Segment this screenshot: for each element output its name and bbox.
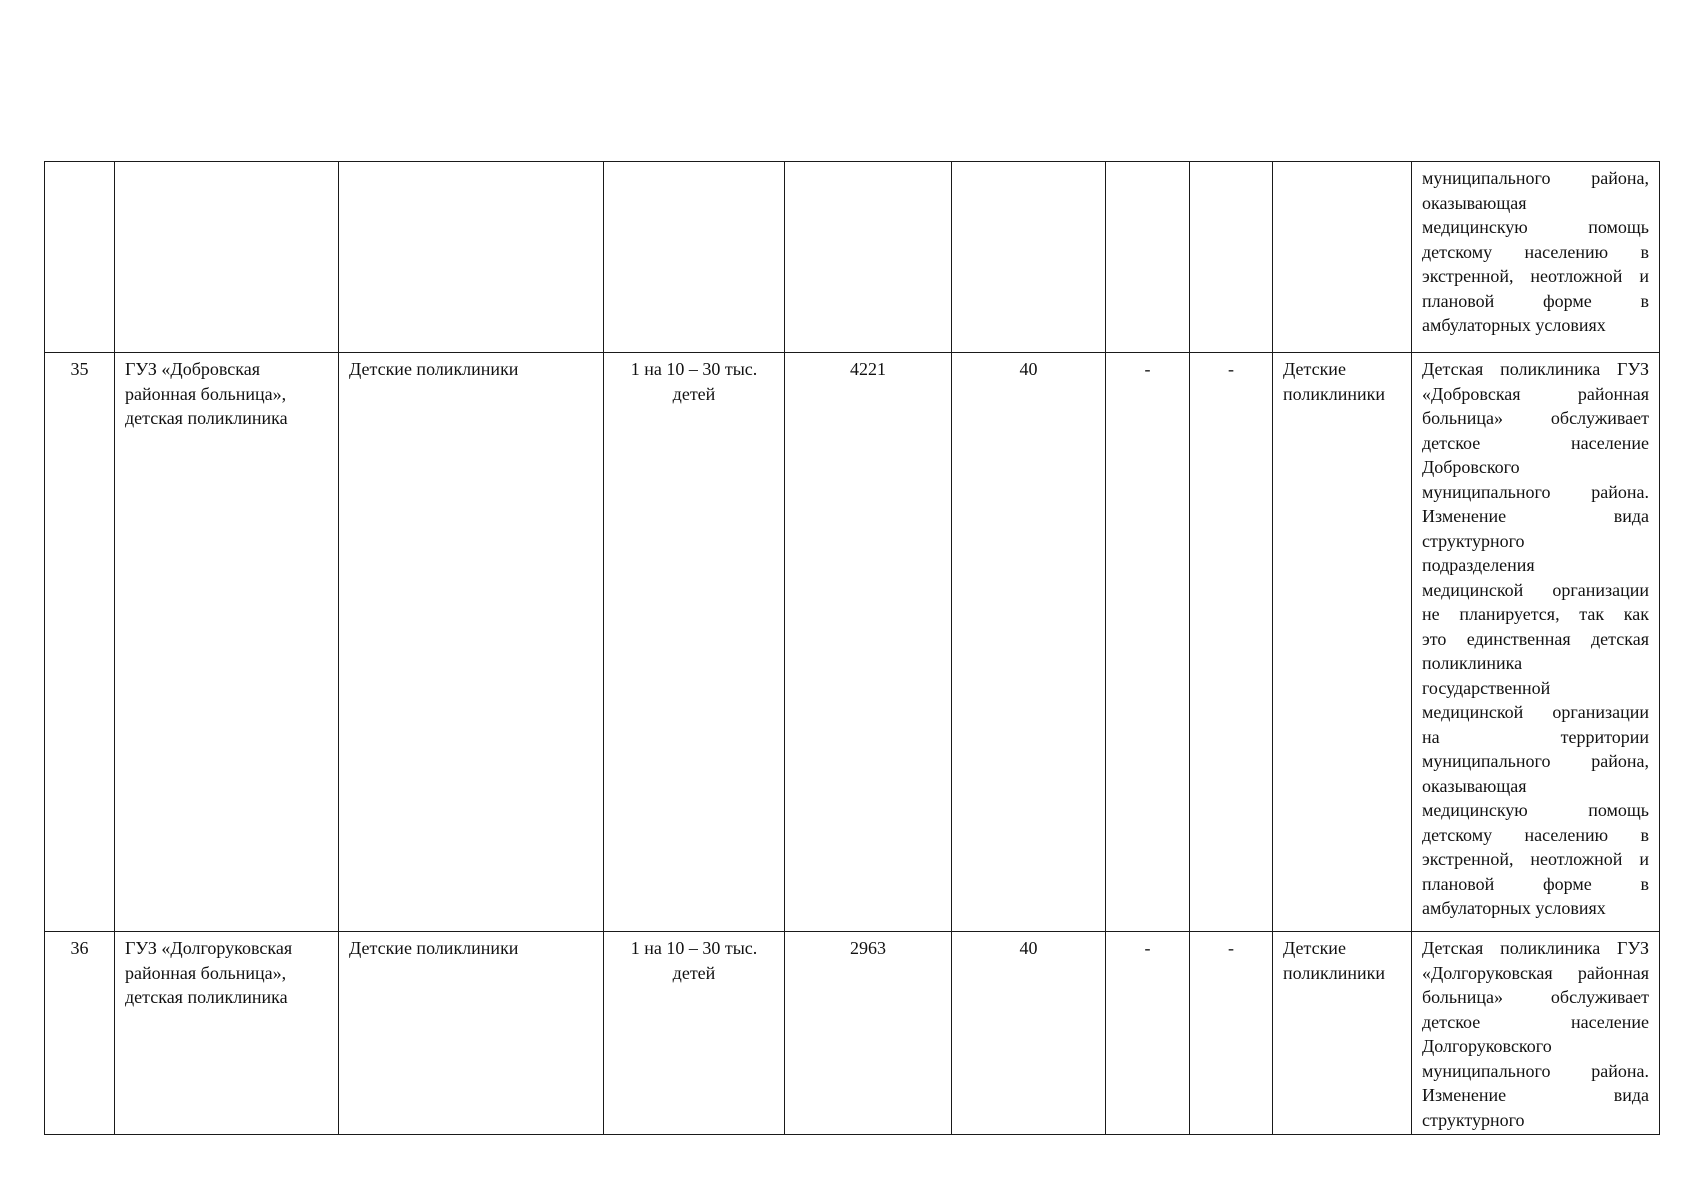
comment-line: муниципального района,	[1422, 168, 1649, 188]
comment-line: амбулаторных условиях	[1422, 315, 1606, 335]
comment-line: «Добровская районная	[1422, 383, 1649, 404]
cell-capacity: 40	[952, 932, 1106, 1135]
comment-line: это единственная детская	[1422, 628, 1649, 649]
comment-line: Долгоруковского	[1422, 1036, 1552, 1056]
comment-line: государственной	[1422, 677, 1551, 698]
cell-unit-type: Детские поликлиники	[339, 932, 604, 1135]
comment-line: Изменение вида	[1422, 506, 1649, 526]
comment-line: муниципального района,	[1422, 751, 1649, 771]
comment-line: больница» обслуживает	[1422, 408, 1649, 428]
cell-number: 36	[45, 932, 115, 1135]
table-row	[45, 932, 1660, 1135]
cell-unit-type: Детские поликлиники	[339, 353, 604, 932]
comment-line: медицинской организации	[1422, 579, 1649, 600]
cell-capacity: 40	[952, 353, 1106, 932]
comment-line: подразделения	[1422, 555, 1535, 575]
cell-norm	[604, 162, 785, 353]
cell-number: 35	[45, 353, 115, 932]
comment-line: медицинскую помощь	[1422, 217, 1649, 237]
comment-line: плановой форме в	[1422, 290, 1649, 311]
comment-line: Изменение вида	[1422, 1085, 1649, 1105]
cell-population	[785, 162, 952, 353]
comment-line: не планируется, так как	[1422, 604, 1649, 624]
table-body	[45, 162, 1660, 1135]
comment-line: детское население	[1422, 1011, 1649, 1032]
cell-unit-type	[339, 162, 604, 353]
comment-line: муниципального района.	[1422, 1060, 1649, 1081]
comment-line: медицинской организации	[1422, 702, 1649, 722]
comment-line: детскому населению в	[1422, 241, 1649, 262]
table-row	[45, 353, 1660, 932]
comment-line: амбулаторных условиях	[1422, 898, 1606, 918]
cell-number	[45, 162, 115, 353]
cell-structure: Детские поликлиники	[1273, 932, 1412, 1135]
cell-col7: -	[1106, 932, 1190, 1135]
comment-line: детскому населению в	[1422, 824, 1649, 845]
cell-col8: -	[1190, 932, 1273, 1135]
comment-line: экстренной, неотложной и	[1422, 849, 1649, 869]
comment-line: Детская поликлиника ГУЗ	[1422, 938, 1649, 958]
comment-line: «Долгоруковская районная	[1422, 962, 1649, 983]
cell-col7: -	[1106, 353, 1190, 932]
cell-col8: -	[1190, 353, 1273, 932]
cell-capacity	[952, 162, 1106, 353]
cell-norm: 1 на 10 – 30 тыс. детей	[604, 932, 785, 1135]
comment-line: детское население	[1422, 432, 1649, 453]
comment-line: муниципального района.	[1422, 481, 1649, 502]
cell-norm: 1 на 10 – 30 тыс. детей	[604, 353, 785, 932]
facilities-table	[44, 161, 1660, 1135]
comment-line: плановой форме в	[1422, 873, 1649, 894]
cell-organization: ГУЗ «Долгоруковская районная больница», детская поликлиника	[115, 932, 339, 1135]
comment-line: на территории	[1422, 726, 1649, 747]
comment-line: Добровского	[1422, 457, 1520, 477]
cell-population: 2963	[785, 932, 952, 1135]
comment-line: поликлиника	[1422, 653, 1523, 673]
comment-line: медицинскую помощь	[1422, 800, 1649, 820]
comment-line: структурного	[1422, 1109, 1525, 1130]
comment-line: структурного	[1422, 530, 1525, 551]
cell-structure	[1273, 162, 1412, 353]
cell-organization	[115, 162, 339, 353]
cell-comment	[1412, 353, 1660, 932]
cell-population: 4221	[785, 353, 952, 932]
comment-line: больница» обслуживает	[1422, 987, 1649, 1007]
cell-col8	[1190, 162, 1273, 353]
comment-line: оказывающая	[1422, 192, 1527, 213]
cell-comment	[1412, 162, 1660, 353]
cell-organization: ГУЗ «Добровская районная больница», детская поликлиника	[115, 353, 339, 932]
comment-line: Детская поликлиника ГУЗ	[1422, 359, 1649, 379]
comment-line: оказывающая	[1422, 775, 1527, 796]
table-row	[45, 162, 1660, 353]
cell-comment	[1412, 932, 1660, 1135]
cell-col7	[1106, 162, 1190, 353]
cell-structure: Детские поликлиники	[1273, 353, 1412, 932]
comment-line: экстренной, неотложной и	[1422, 266, 1649, 286]
